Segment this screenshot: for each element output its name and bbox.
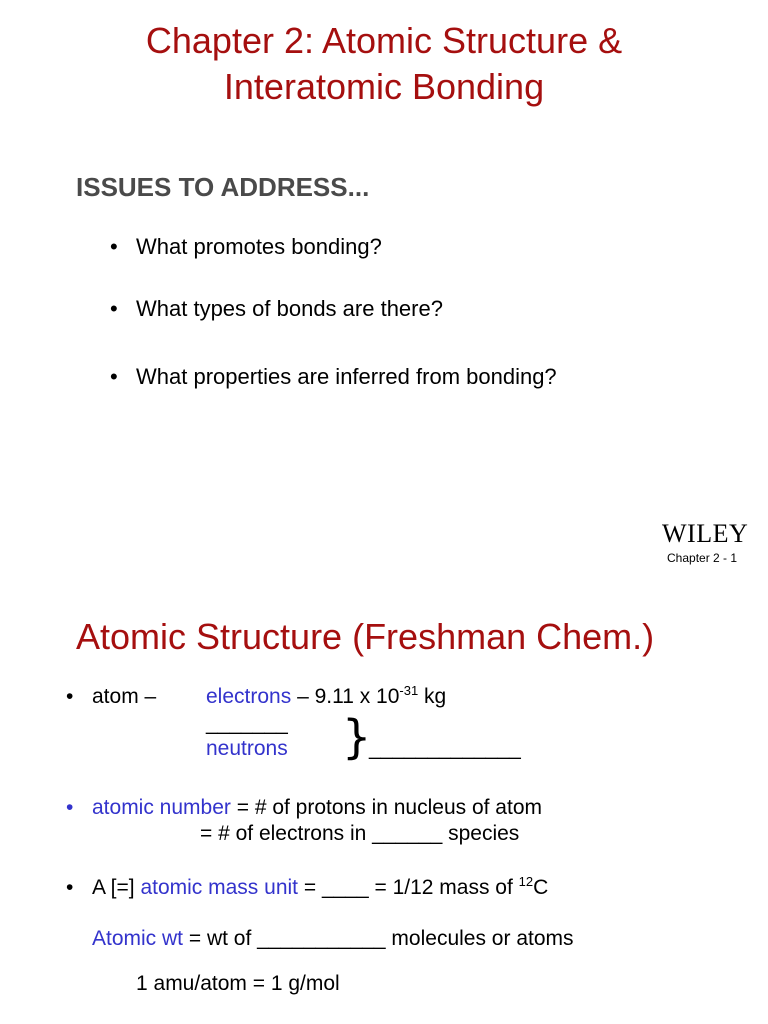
- bullet-glyph: •: [66, 876, 74, 899]
- list-item: [110, 364, 557, 390]
- issues-heading: ISSUES TO ADDRESS...: [76, 172, 370, 202]
- slide1-title-line2: Interatomic Bonding: [223, 66, 545, 107]
- amu-def: = ____ = 1/12 mass of: [298, 876, 519, 899]
- bullet-glyph: •: [110, 364, 118, 389]
- electrons-mass: – 9.11 x 10: [297, 685, 400, 708]
- blank-protons: _______: [206, 712, 288, 735]
- bullet-text: What properties are inferred from bonding?: [136, 364, 557, 389]
- electrons-exponent: -31: [399, 683, 419, 698]
- atomic-wt-line: [92, 927, 574, 951]
- blank-nucleus: _____________: [369, 737, 521, 760]
- conversion-line: 1 amu/atom = 1 g/mol: [136, 972, 340, 995]
- neutrons-term: neutrons: [206, 737, 288, 760]
- electrons-term: electrons: [206, 685, 292, 708]
- electrons-line: [206, 685, 446, 709]
- slide2-title: Atomic Structure (Freshman Chem.): [76, 616, 655, 657]
- bullet-glyph: •: [110, 296, 118, 321]
- bullet-glyph: •: [66, 796, 74, 819]
- bullet-text: What types of bonds are there?: [136, 296, 443, 321]
- amu-prefix: A [=]: [92, 876, 141, 899]
- electrons-unit: kg: [418, 685, 447, 708]
- bullet-text: What promotes bonding?: [136, 234, 382, 259]
- atomic-wt-def: = wt of ___________ molecules or atoms: [183, 927, 574, 950]
- amu-term: atomic mass unit: [140, 876, 299, 899]
- slide1-title-line1: Chapter 2: Atomic Structure &: [145, 20, 623, 61]
- atomic-number-line: [92, 796, 542, 820]
- atomic-number-line2: = # of electrons in ______ species: [200, 822, 520, 845]
- page-number: Chapter 2 - 1: [667, 551, 738, 565]
- atomic-number-term: atomic number: [92, 796, 231, 819]
- wiley-logo: WILEY: [662, 519, 749, 548]
- atomic-wt-term: Atomic wt: [92, 927, 184, 950]
- list-item: [110, 234, 382, 260]
- bullet-glyph: •: [66, 685, 74, 708]
- bullet-glyph: •: [110, 234, 118, 259]
- atom-line: [66, 685, 73, 709]
- list-item: [110, 296, 443, 322]
- carbon-symbol: C: [533, 876, 549, 899]
- atom-label: atom –: [92, 685, 157, 708]
- atomic-number-def: = # of protons in nucleus of atom: [230, 796, 542, 819]
- carbon-mass-number: 12: [518, 874, 534, 889]
- brace-glyph: }: [342, 710, 372, 764]
- amu-line: [92, 876, 548, 900]
